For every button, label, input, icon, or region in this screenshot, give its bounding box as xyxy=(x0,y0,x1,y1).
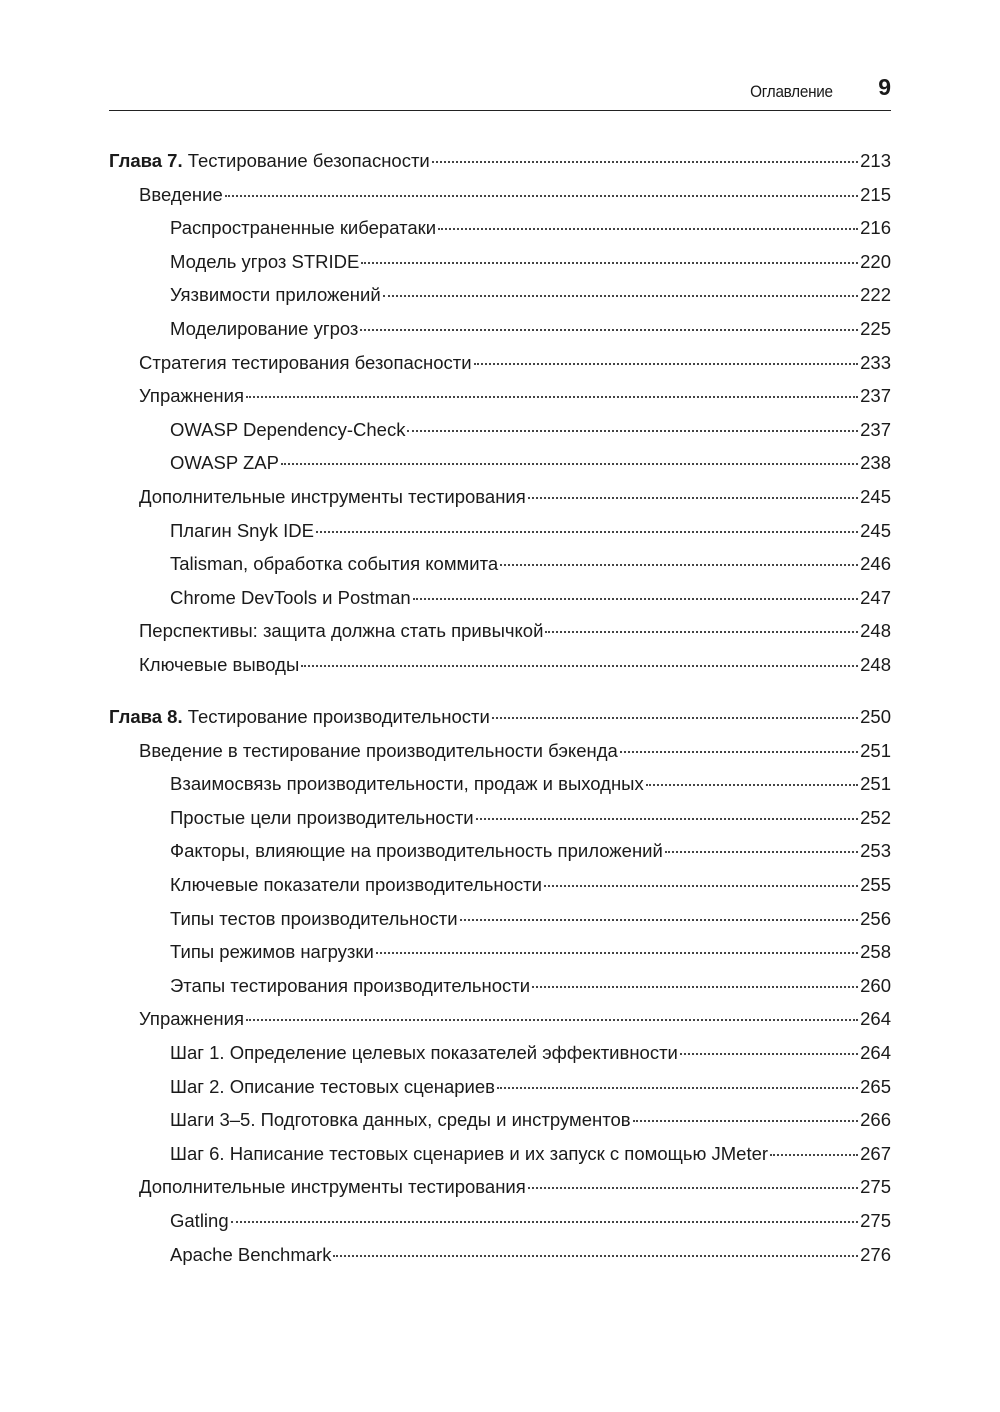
toc-subsection xyxy=(109,1143,891,1177)
chapter-number: Глава 7. xyxy=(109,150,183,171)
toc-section xyxy=(109,1176,891,1210)
toc-entry-title xyxy=(109,150,430,172)
toc-entry-title: Дополнительные инструменты тестирования xyxy=(139,1176,526,1198)
dot-leader xyxy=(646,784,858,786)
toc-section xyxy=(109,740,891,774)
toc-entry-title: Talisman, обработка события коммита xyxy=(170,553,499,575)
toc-subsection xyxy=(109,520,891,554)
running-title: Оглавление xyxy=(750,82,833,101)
toc-entry-title: Ключевые показатели производительности xyxy=(170,873,542,895)
toc-subsection xyxy=(109,1076,891,1110)
toc-entry-title: OWASP Dependency-Check xyxy=(170,418,406,440)
toc-entry-title: Распространенные кибератаки xyxy=(170,217,437,239)
toc-page-number: 220 xyxy=(860,250,891,272)
toc-page-number: 233 xyxy=(860,351,891,373)
toc-page-number: 246 xyxy=(860,553,891,575)
dot-leader xyxy=(665,851,858,853)
toc-page-number: 213 xyxy=(860,150,891,171)
table-of-contents xyxy=(109,150,891,1277)
toc-entry-title: Упражнения xyxy=(139,1008,244,1030)
dot-leader xyxy=(376,952,858,954)
toc-page-number: 248 xyxy=(860,653,891,675)
toc-page-number: 237 xyxy=(860,385,891,407)
dot-leader xyxy=(476,818,858,820)
toc-entry-title: Этапы тестирования производительности xyxy=(170,974,531,996)
toc-page-number: 265 xyxy=(860,1075,891,1097)
toc-section xyxy=(109,486,891,520)
dot-leader xyxy=(770,1154,858,1156)
toc-subsection xyxy=(109,1109,891,1143)
toc-page-number: 216 xyxy=(860,217,891,239)
dot-leader xyxy=(225,195,858,197)
toc-page-number: 251 xyxy=(860,773,891,795)
toc-entry-title: Дополнительные инструменты тестирования xyxy=(139,485,526,507)
toc-page-number: 248 xyxy=(860,620,891,642)
toc-subsection xyxy=(109,1042,891,1076)
toc-page-number: 252 xyxy=(860,806,891,828)
toc-entry-title: OWASP ZAP xyxy=(170,452,279,474)
dot-leader xyxy=(460,919,859,921)
dot-leader xyxy=(407,430,858,432)
toc-page-number: 222 xyxy=(860,284,891,306)
toc-subsection xyxy=(109,419,891,453)
toc-section xyxy=(109,184,891,218)
toc-entry-title: Chrome DevTools и Postman xyxy=(170,586,411,608)
toc-subsection xyxy=(109,1244,891,1278)
toc-entry-title: Плагин Snyk IDE xyxy=(170,519,314,541)
toc-page-number: 238 xyxy=(860,452,891,474)
toc-subsection xyxy=(109,908,891,942)
toc-entry-title: Факторы, влияющие на производительность приложений xyxy=(170,840,663,862)
page-header xyxy=(109,76,891,111)
toc-page-number: 264 xyxy=(860,1041,891,1063)
toc-subsection xyxy=(109,773,891,807)
toc-subsection xyxy=(109,217,891,251)
toc-entry-title xyxy=(109,706,490,728)
toc-entry-title: Шаг 6. Написание тестовых сценариев и их запуск с помощью JMeter xyxy=(170,1142,769,1164)
toc-subsection xyxy=(109,452,891,486)
toc-page-number: 250 xyxy=(860,706,891,727)
toc-page-number: 247 xyxy=(860,586,891,608)
dot-leader xyxy=(497,1087,858,1089)
dot-leader xyxy=(316,531,858,533)
toc-page-number: 215 xyxy=(860,183,891,205)
dot-leader xyxy=(545,631,858,633)
dot-leader xyxy=(246,1019,858,1021)
toc-chapter xyxy=(109,706,891,740)
toc-entry-title: Простые цели производительности xyxy=(170,806,474,828)
toc-page-number: 264 xyxy=(860,1008,891,1030)
toc-entry-title: Шаг 1. Определение целевых показателей эффективности xyxy=(170,1041,678,1063)
dot-leader xyxy=(633,1120,859,1122)
dot-leader xyxy=(492,717,858,719)
toc-page-number: 267 xyxy=(860,1142,891,1164)
toc-subsection xyxy=(109,318,891,352)
toc-page-number: 245 xyxy=(860,485,891,507)
chapter-title: Тестирование безопасности xyxy=(182,150,430,171)
toc-entry-title: Ключевые выводы xyxy=(139,653,300,675)
dot-leader xyxy=(246,396,858,398)
toc-page-number: 225 xyxy=(860,317,891,339)
toc-subsection xyxy=(109,1210,891,1244)
toc-page-number: 266 xyxy=(860,1109,891,1131)
toc-subsection xyxy=(109,840,891,874)
toc-entry-title: Типы тестов производительности xyxy=(170,907,458,929)
dot-leader xyxy=(680,1053,858,1055)
toc-subsection xyxy=(109,874,891,908)
toc-subsection xyxy=(109,975,891,1009)
toc-page-number: 251 xyxy=(860,739,891,761)
dot-leader xyxy=(413,598,858,600)
dot-leader xyxy=(620,751,858,753)
dot-leader xyxy=(231,1221,859,1223)
toc-page-number: 255 xyxy=(860,873,891,895)
page-number: 9 xyxy=(878,74,891,100)
toc-section xyxy=(109,1008,891,1042)
dot-leader xyxy=(281,463,858,465)
toc-page-number: 275 xyxy=(860,1209,891,1231)
dot-leader xyxy=(333,1255,858,1257)
toc-entry-title: Типы режимов нагрузки xyxy=(170,941,374,963)
toc-entry-title: Введение xyxy=(139,183,223,205)
chapter-number: Глава 8. xyxy=(109,706,183,727)
toc-entry-title: Модель угроз STRIDE xyxy=(170,250,360,272)
dot-leader xyxy=(532,986,858,988)
toc-section xyxy=(109,385,891,419)
dot-leader xyxy=(301,665,858,667)
toc-page-number: 256 xyxy=(860,907,891,929)
dot-leader xyxy=(474,363,859,365)
toc-page-number: 245 xyxy=(860,519,891,541)
toc-entry-title: Стратегия тестирования безопасности xyxy=(139,351,472,373)
toc-entry-title: Введение в тестирование производительности бэкенда xyxy=(139,739,618,761)
toc-entry-title: Уязвимости приложений xyxy=(170,284,381,306)
toc-entry-title: Apache Benchmark xyxy=(170,1243,332,1265)
toc-subsection xyxy=(109,251,891,285)
toc-page-number: 276 xyxy=(860,1243,891,1265)
toc-page-number: 237 xyxy=(860,418,891,440)
toc-entry-title: Упражнения xyxy=(139,385,244,407)
dot-leader xyxy=(361,262,858,264)
dot-leader xyxy=(383,295,858,297)
toc-subsection xyxy=(109,553,891,587)
toc-section xyxy=(109,620,891,654)
toc-chapter xyxy=(109,150,891,184)
dot-leader xyxy=(500,564,858,566)
dot-leader xyxy=(528,497,858,499)
toc-subsection xyxy=(109,807,891,841)
toc-subsection xyxy=(109,587,891,621)
toc-entry-title: Взаимосвязь производительности, продаж и выходных xyxy=(170,773,644,795)
toc-page-number: 275 xyxy=(860,1176,891,1198)
toc-subsection xyxy=(109,284,891,318)
toc-entry-title: Gatling xyxy=(170,1209,229,1231)
dot-leader xyxy=(432,161,858,163)
dot-leader xyxy=(360,329,858,331)
chapter-title: Тестирование производительности xyxy=(182,706,490,727)
dot-leader xyxy=(438,228,858,230)
toc-entry-title: Шаги 3–5. Подготовка данных, среды и инструментов xyxy=(170,1109,631,1131)
toc-entry-title: Моделирование угроз xyxy=(170,317,359,339)
toc-page-number: 258 xyxy=(860,941,891,963)
toc-page-number: 253 xyxy=(860,840,891,862)
toc-entry-title: Шаг 2. Описание тестовых сценариев xyxy=(170,1075,496,1097)
dot-leader xyxy=(544,885,858,887)
dot-leader xyxy=(528,1187,858,1189)
toc-entry-title: Перспективы: защита должна стать привычкой xyxy=(139,620,544,642)
toc-subsection xyxy=(109,941,891,975)
toc-page-number: 260 xyxy=(860,974,891,996)
toc-section xyxy=(109,654,891,688)
toc-section xyxy=(109,352,891,386)
